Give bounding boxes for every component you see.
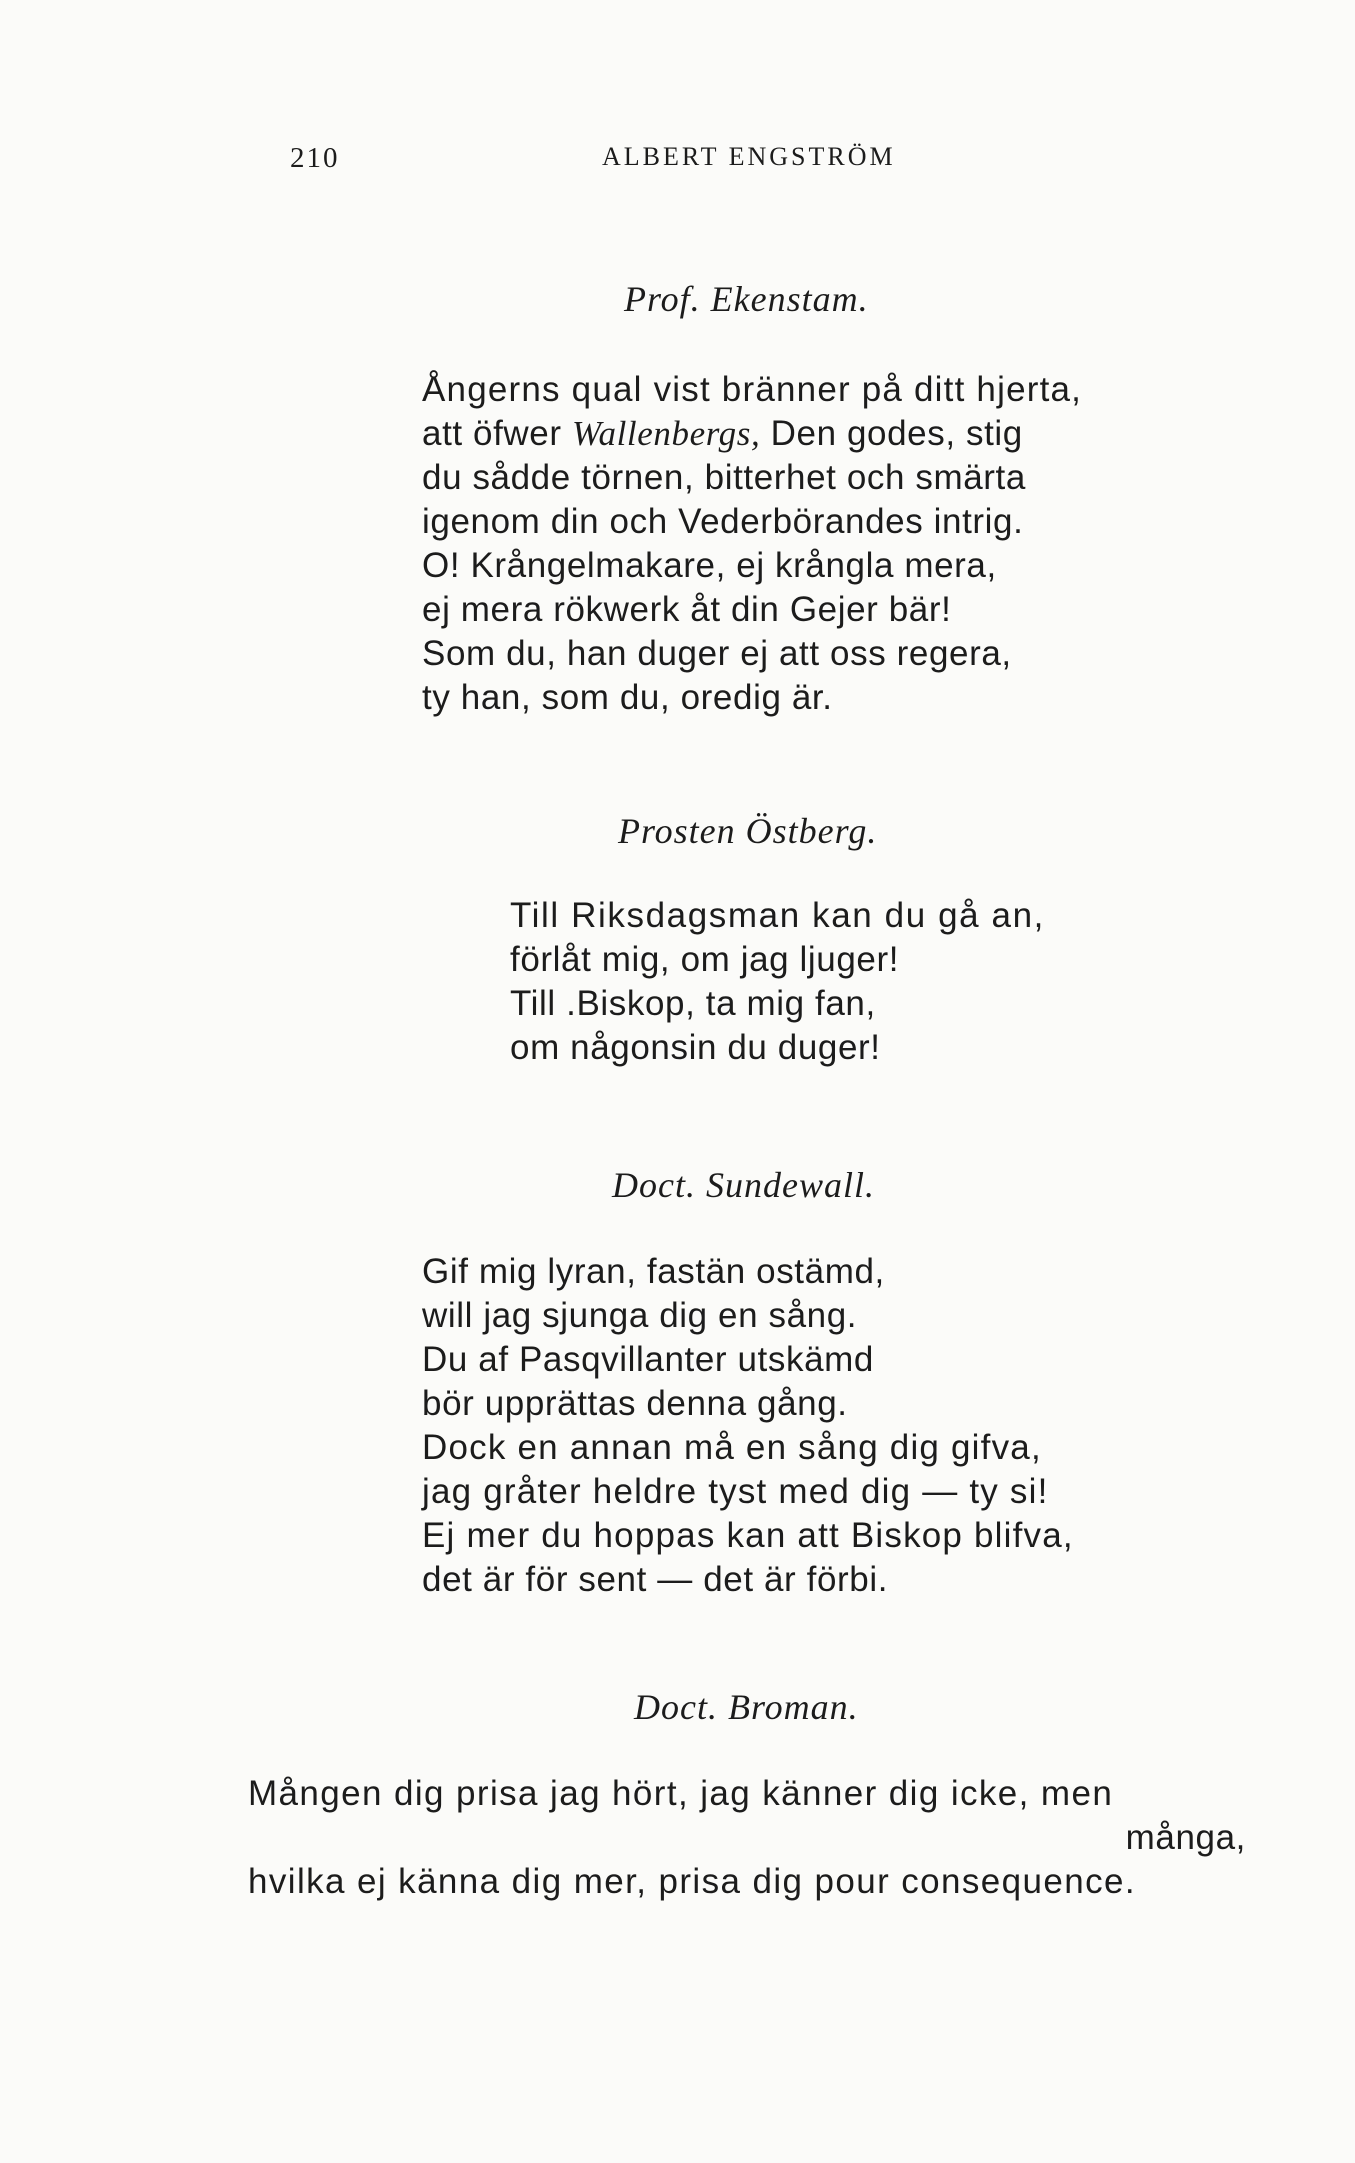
verse-line: många, xyxy=(1125,1818,1246,1857)
poem-verse xyxy=(422,1250,1074,1602)
poem-heading: Prof. Ekenstam. xyxy=(624,279,869,319)
verse-line: Gif mig lyran, fastän ostämd, xyxy=(422,1252,885,1291)
verse-line: Till Riksdagsman kan du gå an, xyxy=(510,896,1046,935)
verse-line: du sådde törnen, bitterhet och smärta xyxy=(422,458,1026,497)
verse-line: igenom din och Vederbörandes intrig. xyxy=(422,502,1024,541)
emphasized-name: Wallenbergs, xyxy=(571,414,761,453)
verse-line: Mången dig prisa jag hört, jag känner dig icke, men xyxy=(248,1774,1114,1813)
verse-line: hvilka ej känna dig mer, prisa dig pour consequence. xyxy=(248,1862,1137,1901)
verse-line: det är för sent — det är förbi. xyxy=(422,1560,889,1599)
verse-line: förlåt mig, om jag ljuger! xyxy=(510,940,900,979)
verse-line: jag gråter heldre tyst med dig — ty si! xyxy=(422,1472,1049,1511)
page-number: 210 xyxy=(290,142,340,174)
poem-heading: Prosten Östberg. xyxy=(618,811,878,851)
poem-verse xyxy=(248,1772,1298,1904)
verse-line: ty han, som du, oredig är. xyxy=(422,678,833,717)
verse-line: O! Krångelmakare, ej krångla mera, xyxy=(422,546,997,585)
verse-line: Ej mer du hoppas kan att Biskop blifva, xyxy=(422,1516,1074,1555)
verse-line: will jag sjunga dig en sång. xyxy=(422,1296,858,1335)
poem-heading: Doct. Broman. xyxy=(634,1687,859,1727)
verse-line: att öfwer Wallenbergs, Den godes, stig xyxy=(422,414,1023,453)
verse-line: Du af Pasqvillanter utskämd xyxy=(422,1340,874,1379)
verse-line: bör upprättas denna gång. xyxy=(422,1384,848,1423)
poem-verse xyxy=(510,894,1045,1070)
running-head: ALBERT ENGSTRÖM xyxy=(602,142,896,171)
verse-line: ej mera rökwerk åt din Gejer bär! xyxy=(422,590,952,629)
poem-verse xyxy=(422,368,1082,720)
verse-line: Till .Biskop, ta mig fan, xyxy=(510,984,876,1023)
verse-line: Dock en annan må en sång dig gifva, xyxy=(422,1428,1042,1467)
page-header xyxy=(0,142,1355,182)
verse-line: Ångerns qual vist bränner på ditt hjerta, xyxy=(422,370,1083,409)
verse-line: om någonsin du duger! xyxy=(510,1028,881,1067)
poem-heading: Doct. Sundewall. xyxy=(612,1165,875,1205)
verse-line: Som du, han duger ej att oss regera, xyxy=(422,634,1012,673)
